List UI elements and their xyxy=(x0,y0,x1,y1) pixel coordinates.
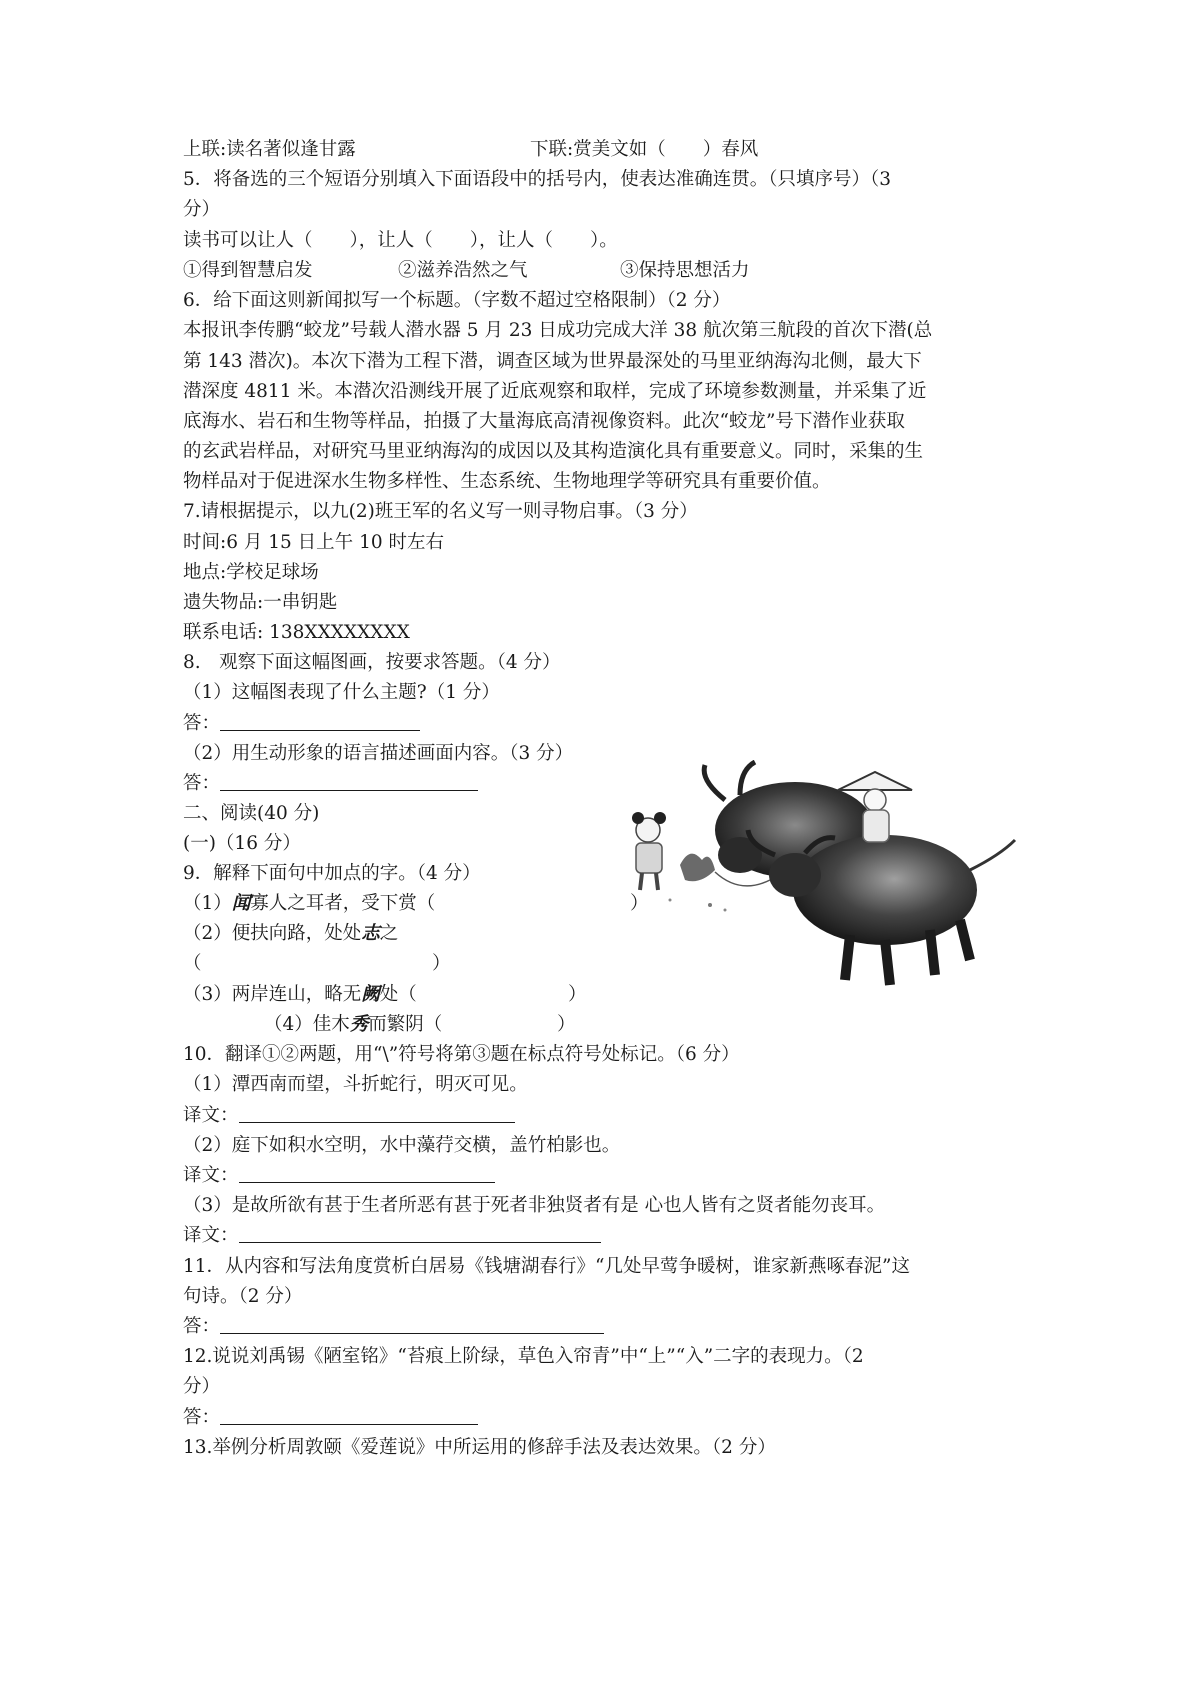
answer-blank[interactable] xyxy=(220,710,420,731)
q9-1-dotted-char: 闻 xyxy=(231,893,251,914)
answer-label: 答： xyxy=(183,1407,221,1428)
buffalo-lower-body xyxy=(793,835,977,945)
question-7-time: 时间:6 月 15 日上午 10 时左右 xyxy=(183,532,444,553)
question-5: 5．将备选的三个短语分别填入下面语段中的括号内，使表达准确连贯。（只填序号）（3 xyxy=(183,169,892,190)
question-9: 9．解释下面句中加点的字。（4 分） xyxy=(183,863,481,884)
q9-4-dotted-char: 秀 xyxy=(349,1014,369,1035)
answer-11 xyxy=(183,1313,604,1341)
buffalo-lower-head xyxy=(769,853,821,897)
translation-10-1 xyxy=(183,1102,515,1130)
q9-3-suffix: 处（ xyxy=(379,984,417,1005)
translation-label: 译文： xyxy=(183,1225,239,1246)
answer-8-1 xyxy=(183,710,420,738)
q9-3-prefix: （3）两岸连山，略无 xyxy=(183,984,362,1005)
question-5-sentence: 读书可以让人（ ），让人（ ），让人（ ）。 xyxy=(183,230,618,251)
question-5-option-3: ③保持思想活力 xyxy=(620,260,750,281)
question-8-1: （1）这幅图表现了什么主题?（1 分） xyxy=(183,682,500,703)
q9-2-suffix: 之 xyxy=(379,923,399,944)
answer-12 xyxy=(183,1404,478,1432)
rider-head xyxy=(864,789,886,811)
answer-8-2 xyxy=(183,770,478,798)
question-9-3 xyxy=(183,981,417,1009)
q9-4-suffix: 而繁阴（ xyxy=(368,1014,443,1035)
question-11: 11．从内容和写法角度赏析白居易《钱塘湖春行》“几处早莺争暖树，谁家新燕啄春泥”这 xyxy=(183,1256,910,1277)
rooster xyxy=(680,854,715,882)
couplet-lower: 下联:赏美文如（ ）春风 xyxy=(530,139,759,160)
question-9-4 xyxy=(264,1011,442,1039)
child-body xyxy=(636,843,662,873)
translation-blank[interactable] xyxy=(239,1222,601,1243)
q9-4-close: ） xyxy=(557,1014,576,1035)
translation-10-3 xyxy=(183,1222,601,1250)
question-7: 7.请根据提示，以九(2)班王军的名义写一则寻物启事。（3 分） xyxy=(183,501,698,522)
ink-dot xyxy=(708,903,712,907)
question-10-3: （3）是故所欲有甚于生者所恶有甚于死者非独贤者有是 心也人皆有之贤者能勿丧耳。 xyxy=(183,1195,886,1216)
question-8: 8. 观察下面这幅图画，按要求答题。（4 分） xyxy=(183,652,561,673)
translation-label: 译文： xyxy=(183,1165,239,1186)
question-5-option-1: ①得到智慧启发 xyxy=(183,260,313,281)
question-13: 13.举例分析周敦颐《爱莲说》中所运用的修辞手法及表达效果。（2 分） xyxy=(183,1437,776,1458)
straw-hat xyxy=(838,772,912,790)
news-line-6: 物样品对于促进深水生物多样性、生态系统、生物地理学等研究具有重要价值。 xyxy=(183,471,831,492)
answer-label: 答： xyxy=(183,773,221,794)
news-line-4: 底海水、岩石和生物等样品，拍摄了大量海底高清视像资料。此次“蛟龙”号下潜作业获取 xyxy=(183,411,905,432)
question-8-2: （2）用生动形象的语言描述画面内容。（3 分） xyxy=(183,743,574,764)
buffalo-tail xyxy=(970,840,1015,870)
question-10-1: （1）潭西南而望，斗折蛇行，明灭可见。 xyxy=(183,1074,528,1095)
question-7-place: 地点:学校足球场 xyxy=(183,562,319,583)
question-9-2 xyxy=(183,920,398,948)
ink-dot xyxy=(724,909,727,912)
q9-2-dotted-char: 志 xyxy=(361,923,380,944)
question-12: 12.说说刘禹锡《陋室铭》“苔痕上阶绿，草色入帘青”中“上”“入”二字的表现力。（2 xyxy=(183,1346,864,1367)
question-5-option-2: ②滋养浩然之气 xyxy=(398,260,528,281)
answer-label: 答： xyxy=(183,713,221,734)
child-legs xyxy=(640,873,658,890)
q9-3-dotted-char: 阙 xyxy=(361,984,380,1005)
section-2-part-1: (一)（16 分） xyxy=(183,833,301,854)
news-line-2: 第 143 潜次)。本次下潜为工程下潜，调查区域为世界最深处的马里亚纳海沟北侧，最大下 xyxy=(183,351,922,372)
question-9-1 xyxy=(183,890,435,918)
question-10: 10．翻译①②两题，用“\”符号将第③题在标点符号处标记。（6 分） xyxy=(183,1044,740,1065)
translation-label: 译文： xyxy=(183,1105,239,1126)
question-11-cont: 句诗。（2 分） xyxy=(183,1286,303,1307)
q9-2-close: ） xyxy=(432,953,451,974)
answer-label: 答： xyxy=(183,1316,221,1337)
answer-blank[interactable] xyxy=(220,1404,478,1425)
ink-dot xyxy=(669,899,672,902)
question-5-cont: 分） xyxy=(183,199,221,220)
q9-2-open: （ xyxy=(183,953,202,974)
child-hair-bun-left xyxy=(632,812,644,824)
question-12-cont: 分） xyxy=(183,1376,221,1397)
question-7-item: 遗失物品:一串钥匙 xyxy=(183,592,338,613)
question-7-phone: 联系电话: 138XXXXXXXX xyxy=(183,622,410,643)
q9-3-close: ） xyxy=(568,984,587,1005)
news-line-5: 的玄武岩样品，对研究马里亚纳海沟的成因以及其构造演化具有重要意义。同时，采集的生 xyxy=(183,441,924,462)
q9-1-prefix: （1） xyxy=(183,893,232,914)
section-2-title: 二、阅读(40 分) xyxy=(183,803,320,824)
translation-blank[interactable] xyxy=(239,1102,515,1123)
q9-1-suffix: 寡人之耳者，受下赏（ xyxy=(250,893,436,914)
question-10-2: （2）庭下如积水空明，水中藻荇交横，盖竹柏影也。 xyxy=(183,1135,621,1156)
child-hair-bun-right xyxy=(654,812,666,824)
translation-blank[interactable] xyxy=(239,1162,495,1183)
question-6: 6．给下面这则新闻拟写一个标题。（字数不超过空格限制）（2 分） xyxy=(183,290,731,311)
q9-2-prefix: （2）便扶向路，处处 xyxy=(183,923,362,944)
rope xyxy=(715,872,770,886)
q9-4-prefix: （4）佳木 xyxy=(264,1014,350,1035)
ink-painting-children-and-water-buffalo-icon xyxy=(630,760,1025,1015)
translation-10-2 xyxy=(183,1162,495,1190)
couplet-upper: 上联:读名著似逢甘露 xyxy=(183,139,356,160)
q9-1-close: ） xyxy=(630,893,649,914)
answer-blank[interactable] xyxy=(220,1313,604,1334)
news-line-1: 本报讯李传鹏“蛟龙”号载人潜水器 5 月 23 日成功完成大洋 38 航次第三航段的首次下潜(总 xyxy=(183,320,933,341)
answer-blank[interactable] xyxy=(220,770,478,791)
news-line-3: 潜深度 4811 米。本潜次沿测线开展了近底观察和取样，完成了环境参数测量，并采集了近 xyxy=(183,381,927,402)
rider-body xyxy=(863,810,889,842)
